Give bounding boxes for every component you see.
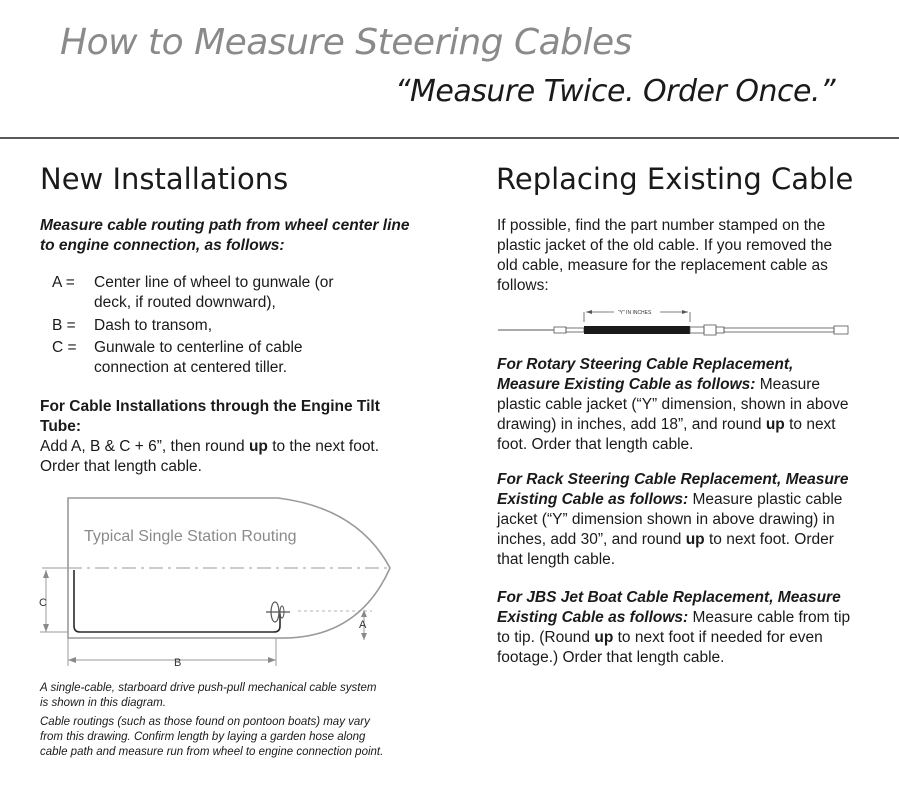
rotary-title: For Rotary Steering Cable Replacement, Measure Existing Cable as follows: (497, 356, 794, 393)
definition-b (52, 316, 392, 336)
jet-boat-title: For JBS Jet Boat Cable Replacement, Measure Existing Cable as follows: (497, 589, 841, 626)
tilt-tube-instructions (40, 437, 390, 477)
c-dimension-label: C (39, 597, 47, 609)
definition-key: A = (52, 274, 75, 291)
definition-list (52, 273, 392, 376)
rotary-text-pre: Measure plastic cable jacket (“Y” dimension, shown in above drawing) in inches, add 18”, and round (497, 376, 849, 433)
a-dimension-label: A (359, 619, 367, 631)
rack-text-post: to next foot. Order that length cable. (497, 531, 834, 568)
rotary-text-post: to next foot. Order that length cable. (497, 416, 836, 453)
tilt-text-pre: Add A, B & C + 6”, then round (40, 438, 249, 455)
definition-text: Gunwale to centerline of cable connection at centered tiller. (94, 339, 303, 376)
tilt-tube-heading: For Cable Installations through the Engine Tilt Tube: (40, 398, 380, 435)
new-installations-intro: Measure cable routing path from wheel center line to engine connection, as follows: (40, 217, 410, 254)
rotary-section (497, 355, 852, 455)
engine-tiller-icon (266, 602, 290, 622)
diagram-caption-1: A single-cable, starboard drive push-pull mechanical cable system is shown in this diagram. (40, 682, 377, 709)
new-installations-heading: New Installations (40, 162, 289, 196)
definition-key: B = (52, 317, 76, 334)
definition-key: C = (52, 339, 77, 356)
tilt-text-up: up (248, 438, 268, 455)
jet-boat-section (497, 588, 852, 668)
rack-text-up: up (685, 531, 705, 548)
y-dimension-label: “Y” IN INCHES (618, 310, 652, 316)
cable-diagram (494, 300, 854, 340)
header-divider (0, 137, 899, 139)
jet-boat-text-pre: Measure cable from tip to tip. (Round (497, 609, 851, 646)
page-title: How to Measure Steering Cables (60, 22, 632, 63)
page-motto: “Measure Twice. Order Once.” (395, 74, 835, 109)
boat-routing-diagram (28, 490, 398, 676)
b-dimension-label: B (174, 657, 182, 669)
replacing-heading: Replacing Existing Cable (496, 162, 854, 196)
diagram-caption-2: Cable routings (such as those found on pontoon boats) may vary from this drawing. Confirm length by laying a garden hose along cable path and measure run from wheel to engine connection point. (40, 716, 384, 758)
definition-a (52, 273, 392, 313)
rack-section (497, 470, 852, 570)
replacing-intro: If possible, find the part number stamped on the plastic jacket of the old cable. If you removed the old cable, measure for the replacement cable as follows: (497, 217, 833, 294)
jet-boat-text-post: to next foot if needed for even footage.) Order that length cable. (497, 629, 823, 666)
definition-c (52, 338, 392, 378)
rack-title: For Rack Steering Cable Replacement, Measure Existing Cable as follows: (497, 471, 849, 508)
tilt-text-post: to the next foot. Order that length cable. (40, 438, 380, 475)
rotary-text-up: up (765, 416, 785, 433)
cable-jacket (584, 326, 690, 334)
diagram-label: Typical Single Station Routing (84, 528, 297, 545)
definition-text: Dash to transom, (94, 317, 213, 334)
definition-text: Center line of wheel to gunwale (or deck, if routed downward), (94, 274, 334, 311)
jet-boat-text-up: up (594, 629, 614, 646)
cable-route (74, 570, 280, 632)
rack-text-pre: Measure plastic cable jacket (“Y” dimension shown in above drawing) in inches, add 30”, and round (497, 491, 843, 548)
